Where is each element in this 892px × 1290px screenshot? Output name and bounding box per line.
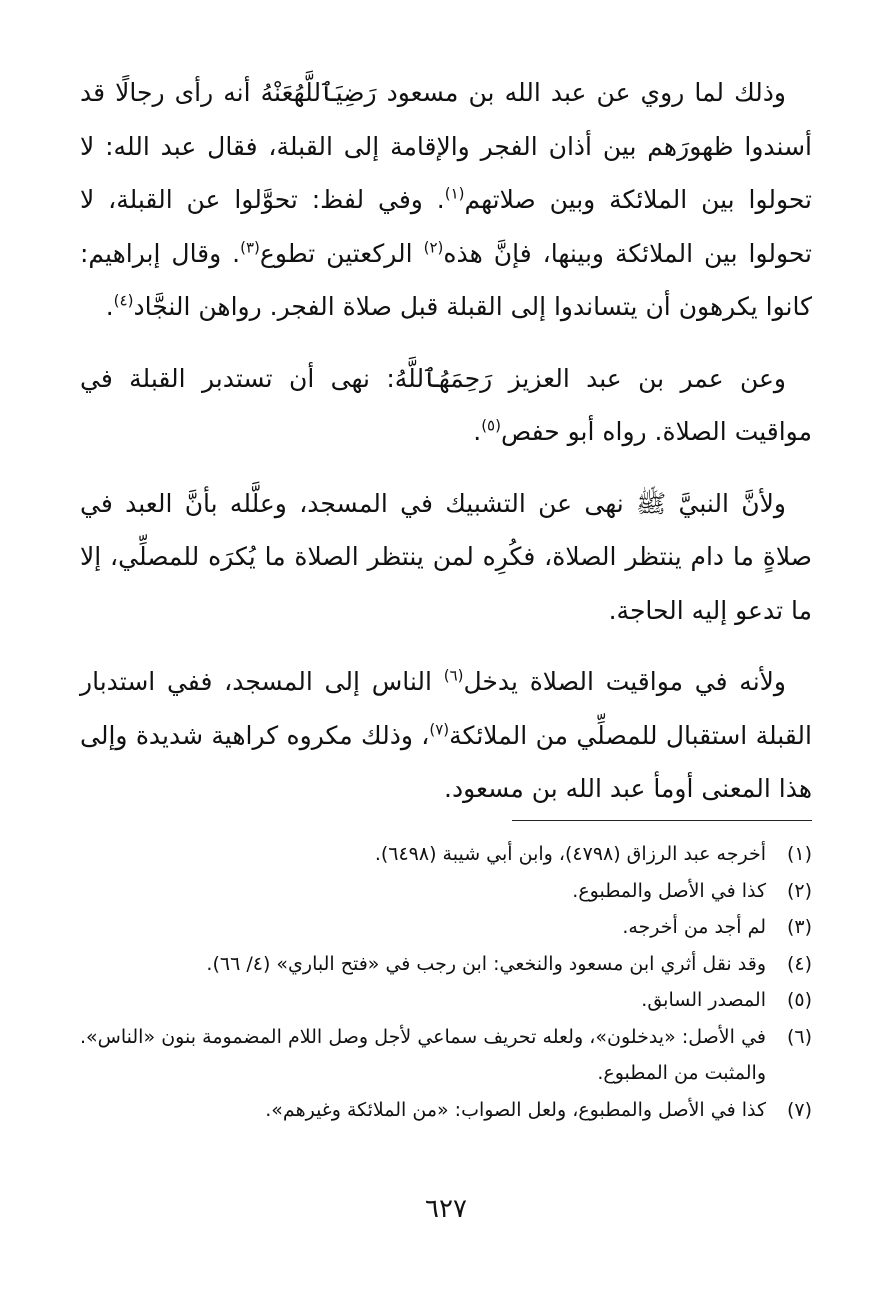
footnote-ref: (٥) — [481, 416, 501, 435]
text-run: . وفي لفظ: تحوَّلوا عن القبلة، لا تحولوا بين الملائكة وبينها، فإنَّ هذه — [80, 185, 813, 268]
text-run: . — [473, 417, 482, 446]
footnote-item — [80, 946, 812, 983]
paragraph-1 — [80, 66, 812, 334]
footnote-ref: (٤) — [113, 291, 134, 310]
footnote-text: كذا في الأصل والمطبوع. — [572, 879, 766, 902]
footnote-number: (٥) — [786, 989, 812, 1011]
footnote-ref: (١) — [444, 184, 465, 203]
footnote-separator — [512, 820, 812, 821]
main-text — [80, 66, 812, 834]
footnote-ref: (٢) — [423, 238, 444, 257]
footnote-ref: (٦) — [443, 666, 464, 685]
footnotes-list — [80, 836, 812, 1128]
footnote-number: (٧) — [786, 1098, 812, 1121]
footnote-number: (٦) — [786, 1025, 812, 1048]
footnote-text: لم أجد من أخرجه. — [622, 916, 766, 938]
footnote-text: كذا في الأصل والمطبوع، ولعل الصواب: «من الملائكة وغيرهم». — [265, 1098, 766, 1121]
footnote-text: المصدر السابق. — [641, 989, 766, 1011]
footnote-number: (٣) — [786, 916, 812, 938]
paragraph-4 — [80, 655, 812, 816]
footnote-item — [80, 909, 812, 946]
footnote-number: (٢) — [786, 879, 812, 902]
paragraph-3 — [80, 477, 812, 638]
text-run: ولأنه في مواقيت الصلاة يدخل — [463, 667, 786, 696]
text-run: . — [105, 292, 114, 321]
text-run: وعن عمر بن عبد العزيز رَحِمَهُٱللَّهُ: نهى أن تستدبر القبلة في مواقيت الصلاة. رواه أبو حفص — [80, 363, 812, 446]
text-run: . وقال إبراهيم: كانوا يكرهون أن يتساندوا إلى القبلة قبل صلاة الفجر. رواهن النجَّاد — [80, 238, 812, 321]
footnote-item — [80, 982, 812, 1019]
footnote-number: (٤) — [786, 952, 812, 975]
footnote-item — [80, 873, 812, 910]
paragraph-2 — [80, 352, 812, 459]
footnote-item — [80, 836, 812, 873]
text-run: الركعتين تطوع — [259, 238, 424, 268]
footnote-item — [80, 1092, 812, 1129]
text-run: ولأنَّ النبيَّ ﷺ نهى عن التشبيك في المسجد، وعلَّله بأنَّ العبد في صلاةٍ ما دام ينتظر الصلاة، فكُرِه لمن ينتظر الصلاة ما يُكرَه للمصلِّي، إلا ما تدعو إليه الحاجة. — [80, 488, 812, 625]
footnote-text: وقد نقل أثري ابن مسعود والنخعي: ابن رجب في «فتح الباري» (٤/ ٦٦). — [206, 952, 766, 975]
text-run: ، وذلك مكروه كراهية شديدة وإلى هذا المعنى أومأ عبد الله بن مسعود. — [80, 720, 812, 803]
text-run: الناس إلى المسجد، ففي استدبار القبلة استقبال للمصلِّي من الملائكة — [80, 667, 812, 750]
page-number: ٦٢٧ — [425, 1194, 467, 1224]
footnote-number: (١) — [786, 843, 812, 865]
footnote-text: أخرجه عبد الرزاق (٤٧٩٨)، وابن أبي شيبة (٦٤٩٨). — [374, 843, 766, 865]
footnote-item — [80, 1019, 812, 1092]
footnote-text: في الأصل: «يدخلون»، ولعله تحريف سماعي لأجل وصل اللام المضمومة بنون «الناس». والمثبت من المطبوع. — [80, 1025, 766, 1084]
text-run: وذلك لما روي عن عبد الله بن مسعود رَضِيَٱللَّهُعَنْهُ أنه رأى رجالًا قد أسندوا ظهورَهم بين أذان الفجر والإقامة إلى القبلة، فقال عبد الله: لا تحولوا بين الملائكة وبين صلاتهم — [80, 78, 812, 214]
footnote-ref: (٣) — [240, 238, 260, 257]
footnote-ref: (٧) — [429, 720, 450, 739]
